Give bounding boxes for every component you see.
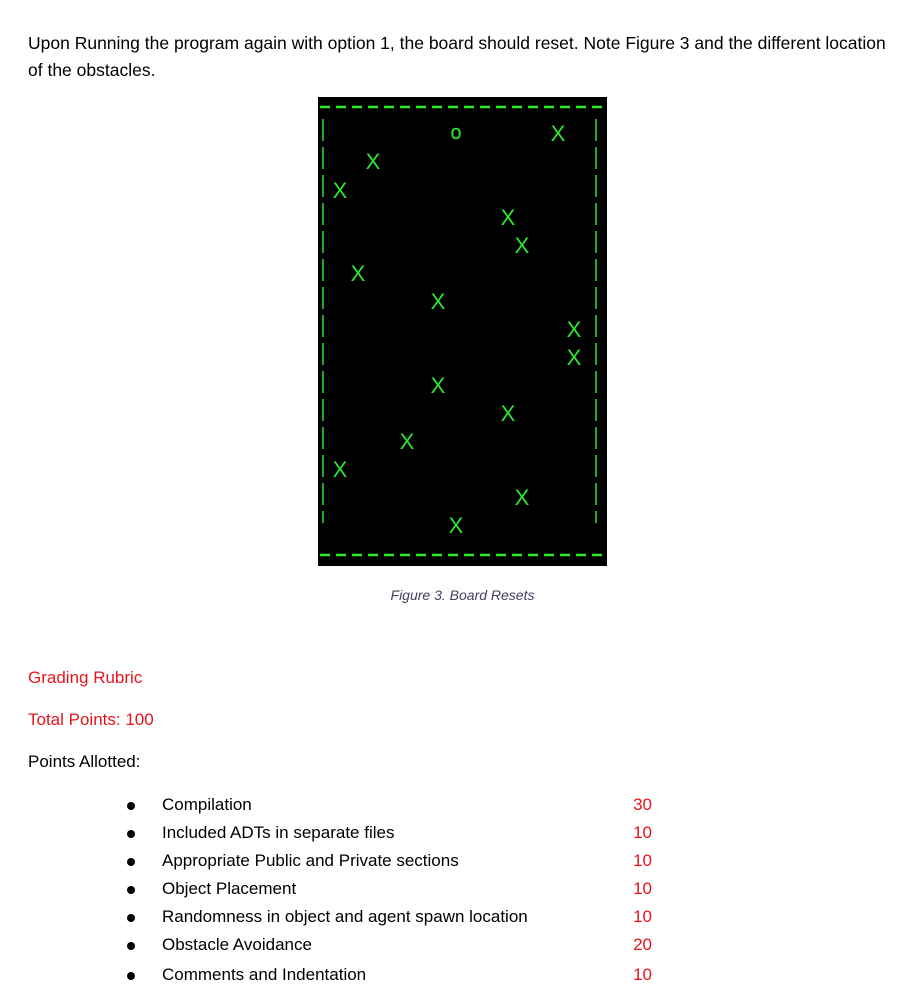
obstacle-glyph: X [365,149,381,174]
game-board-figure [318,97,607,566]
rubric-item [0,794,908,818]
bullet-icon [127,914,135,922]
rubric-item [0,878,908,902]
rubric-item-points: 30 [633,795,652,814]
bullet-icon [127,830,135,838]
obstacle-glyph: X [430,289,446,314]
agent-glyph: o [449,120,463,144]
rubric-item-label: Object Placement [162,879,297,898]
rubric-item [0,934,908,958]
rubric-item-label: Compilation [162,795,252,814]
obstacle-glyph: X [566,345,582,370]
bullet-icon [127,942,135,950]
obstacle-glyph: X [500,401,516,426]
obstacle-glyph: X [566,317,582,342]
rubric-item-points: 10 [633,851,652,870]
rubric-item [0,906,908,930]
obstacle-glyph: X [550,121,566,146]
rubric-item-label: Comments and Indentation [162,965,367,984]
figure-caption: Figure 3. Board Resets [390,587,535,603]
intro-paragraph: Upon Running the program again with option 1, the board should reset. Note Figure 3 and the different location of the obstacles. [28,33,886,80]
rubric-item-points: 10 [633,823,652,842]
bullet-icon [127,802,135,810]
board-canvas [318,97,607,566]
rubric-item-points: 20 [633,935,652,954]
obstacle-glyph: X [332,457,348,482]
points-allotted-label: Points Allotted: [28,752,141,771]
rubric-item-label: Randomness in object and agent spawn location [162,907,528,926]
rubric-item-points: 10 [633,965,652,984]
obstacle-glyph: X [350,261,366,286]
obstacle-glyph: X [430,373,446,398]
bullet-icon [127,886,135,894]
rubric-item [0,964,908,988]
rubric-item-points: 10 [633,879,652,898]
bullet-icon [127,858,135,866]
rubric-item-points: 10 [633,907,652,926]
rubric-item [0,850,908,874]
rubric-title: Grading Rubric [28,668,143,687]
rubric-item-label: Included ADTs in separate files [162,823,395,842]
obstacle-glyph: X [500,205,516,230]
bullet-icon [127,972,135,980]
obstacle-glyph: X [332,178,348,203]
obstacle-glyph: X [514,233,530,258]
rubric-item [0,822,908,846]
total-points: Total Points: 100 [28,710,154,729]
obstacle-glyph: X [448,513,464,538]
obstacle-glyph: X [399,429,415,454]
rubric-item-label: Appropriate Public and Private sections [162,851,459,870]
rubric-item-label: Obstacle Avoidance [162,935,312,954]
obstacle-glyph: X [514,485,530,510]
